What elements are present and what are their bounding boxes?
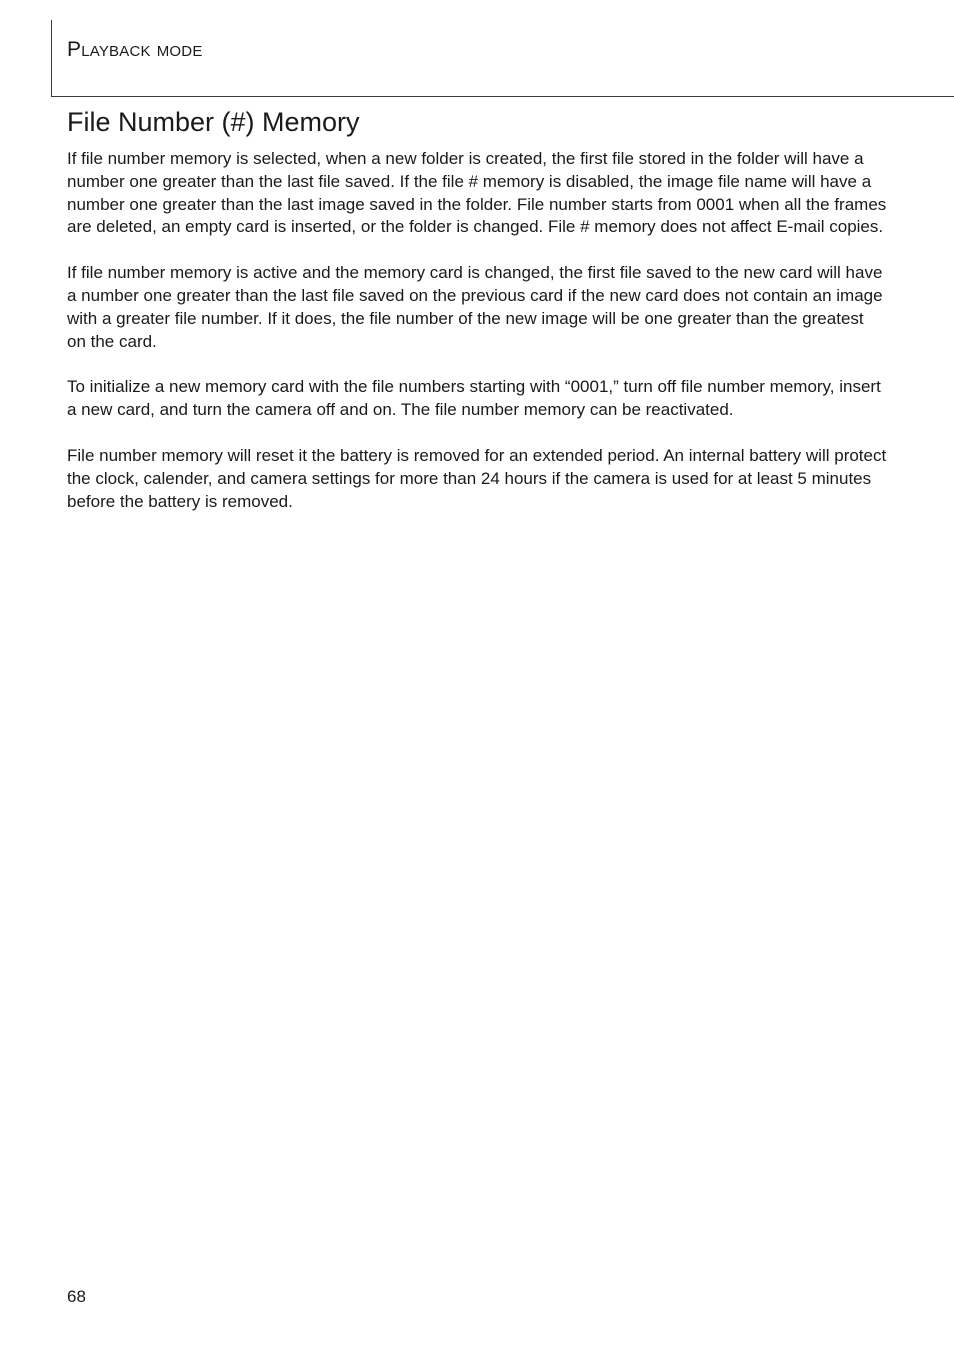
paragraph: File number memory will reset it the battery is removed for an extended period. An internal battery will protect the clock, calender, and camera settings for more than 24 hours if the camera is used for at least 5 minutes before the battery is removed. <box>67 445 887 511</box>
header-horizontal-rule <box>51 96 954 97</box>
body-text <box>67 148 887 536</box>
paragraph: If file number memory is selected, when a new folder is created, the first file stored in the folder will have a number one greater than the last file saved. If the file # memory is disabled, the image file name will have a number one greater than the last image saved in the folder. File number starts from 0001 when all the frames are deleted, an empty card is inserted, or the folder is changed. File # memory does not affect E-mail copies. <box>67 149 887 237</box>
page-number: 68 <box>67 1287 86 1306</box>
page-title: File Number (#) Memory <box>67 107 360 137</box>
paragraph: To initialize a new memory card with the file numbers starting with “0001,” turn off file number memory, insert a new card, and turn the camera off and on. The file number memory can be reactivated. <box>67 377 881 420</box>
header-vertical-rule <box>51 20 52 97</box>
paragraph: If file number memory is active and the memory card is changed, the first file saved to the new card will have a number one greater than the last file saved on the previous card if the new card does not contain an image with a greater file number. If it does, the file number of the new image will be one greater than the greatest on the card. <box>67 263 883 351</box>
section-label: Playback mode <box>67 38 203 61</box>
